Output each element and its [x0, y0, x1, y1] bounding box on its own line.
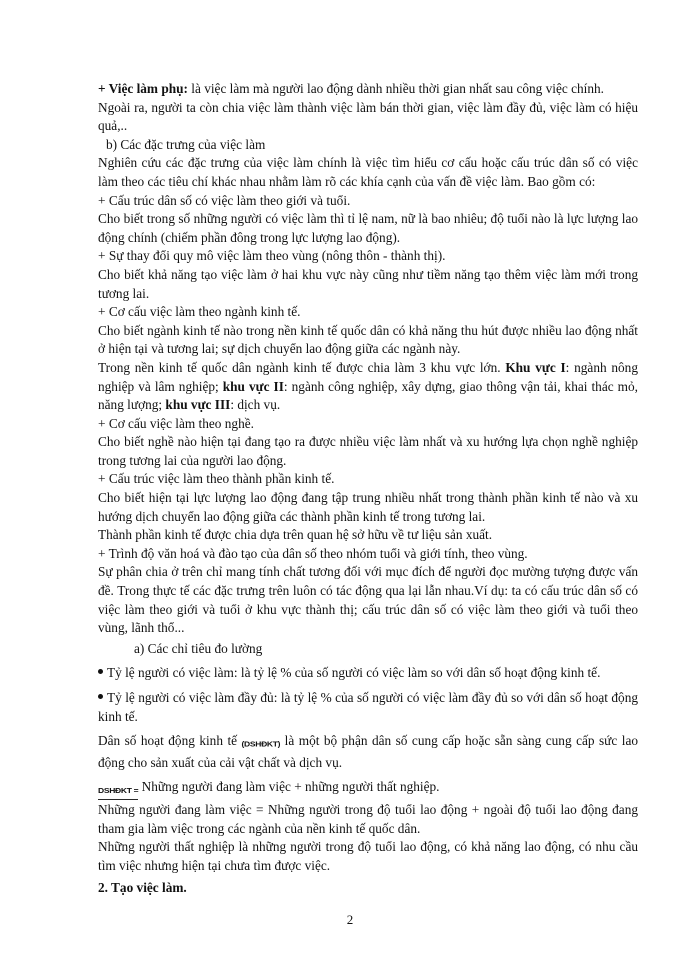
- bullet-icon: [98, 669, 103, 674]
- list-item: + Sự thay đổi quy mô việc làm theo vùng (nông thôn - thành thị).: [98, 248, 446, 264]
- term-khu-vuc-3: khu vực III: [165, 397, 231, 413]
- document-page: [98, 80, 638, 898]
- paragraph-khu-vuc: [98, 359, 638, 415]
- paragraph: Cho biết khả năng tạo việc làm ở hai khu vực này cũng như tiềm năng tạo thêm việc làm mới trong tương lai.: [98, 266, 638, 301]
- paragraph: Cho biết nghề nào hiện tại đang tạo ra được nhiều việc làm nhất và xu hướng lựa chọn nghề nghiệp trong tương lai của người lao động.: [98, 434, 638, 468]
- page-number: 2: [346, 912, 354, 927]
- paragraph: Cho biết ngành kinh tế nào trong nền kinh tế quốc dân có khả năng thu hút được nhiều lao động nhất ở hiện tại và tương lai; sự dịch chuyển lao động giữa các ngành này.: [98, 322, 638, 357]
- text: Tỷ lệ người có việc làm: là tỷ lệ % của số người có việc làm so với dân số hoạt động kinh tế.: [107, 665, 601, 681]
- term-khu-vuc-2: khu vực II: [222, 378, 284, 394]
- paragraph: Ngoài ra, người ta còn chia việc làm thành việc làm bán thời gian, việc làm đầy đủ, việc làm có hiệu quả,..: [98, 99, 638, 134]
- list-item: + Cấu trúc dân số có việc làm theo giới và tuổi.: [98, 192, 351, 208]
- section-heading-a: a) Các chỉ tiêu đo lường: [134, 640, 263, 656]
- text: : dịch vụ.: [230, 397, 281, 413]
- term-khu-vuc-1: Khu vực I: [505, 359, 566, 375]
- paragraph: Cho biết hiện tại lực lượng lao động đang tập trung nhiều nhất trong thành phần kinh tế nào và xu hướng dịch chuyển lao động giữa các thành phần kinh tế trong tương lai.: [98, 490, 638, 524]
- section-heading-2: 2. Tạo việc làm.: [98, 880, 187, 896]
- paragraph: Những người đang làm việc = Những người trong độ tuổi lao động + ngoài độ tuổi lao động đang tham gia làm việc trong các ngành của nền kinh tế quốc dân.: [98, 801, 638, 836]
- section-heading-b: b) Các đặc trưng của việc làm: [106, 136, 266, 152]
- text: Trong nền kinh tế quốc dân ngành kinh tế được chia làm 3 khu vực lớn.: [98, 359, 506, 375]
- paragraph-viec-lam-phu: [98, 80, 638, 99]
- paragraph: Sự phân chia ở trên chỉ mang tính chất tương đối với mục đích để người đọc mường tượng được vấn đề. Trong thực tế các đặc trưng trên luôn có tác động qua lại lẫn nhau.Ví dụ: ta có cấu trúc dân số có việc làm theo giới và tuổi ở khu vực thành thị; cấu trúc dân số có việc làm theo giới và tuổi theo vùng, lãnh thổ...: [98, 564, 638, 636]
- text: là việc làm mà người lao động dành nhiều thời gian nhất sau công việc chính.: [187, 81, 604, 96]
- text: là một bộ phận dân số cung cấp hoặc sẵn sàng cung cấp sức lao động cho sản xuất của cải vật chất và dịch vụ.: [98, 733, 638, 770]
- paragraph: Cho biết trong số những người có việc làm thì tỉ lệ nam, nữ là bao nhiêu; độ tuổi nào là lực lượng lao động chính (chiếm phần đông trong lực lượng lao động).: [98, 211, 638, 245]
- paragraph: Thành phần kinh tế được chia dựa trên quan hệ sở hữu về tư liệu sản xuất.: [98, 527, 493, 543]
- paragraph-dshdkt: [98, 732, 638, 772]
- dshdkt-equation-symbol: DSHĐKT =: [98, 782, 138, 800]
- list-item: + Trình độ văn hoá và đào tạo của dân số theo nhóm tuổi và giới tính, theo vùng.: [98, 545, 528, 561]
- text: Những người đang làm việc + những người thất nghiệp.: [138, 779, 440, 795]
- paragraph: Nghiên cứu các đặc trưng của việc làm chính là việc tìm hiểu cơ cấu hoặc cấu trúc dân số có việc làm theo các tiêu chí khác nhau nhằm làm rõ các khía cạnh của vấn đề việc làm. Bao gồm có:: [98, 155, 638, 189]
- text: Tỷ lệ người có việc làm đầy đủ: là tỷ lệ % của số người có việc làm đầy đủ so với dân số hoạt động kinh tế.: [98, 690, 638, 724]
- formula-dshdkt: [98, 778, 638, 801]
- list-item: + Cấu trúc việc làm theo thành phần kinh tế.: [98, 471, 335, 487]
- term-viec-lam-phu: + Việc làm phụ:: [98, 81, 188, 96]
- bullet-item: [98, 664, 638, 683]
- paragraph: Những người thất nghiệp là những người trong độ tuổi lao động, có khả năng lao động, có nhu cầu tìm việc nhưng hiện tại chưa tìm được việc.: [98, 839, 638, 873]
- text: : ngành nông nghiệp và lâm nghiệp;: [98, 359, 638, 394]
- text: Dân số hoạt động kinh tế: [98, 733, 242, 749]
- list-item: + Cơ cấu việc làm theo ngành kinh tế.: [98, 304, 301, 320]
- bullet-item: [98, 689, 638, 726]
- text: : ngành công nghiệp, xây dựng, giao thông vận tải, khai thác mỏ, năng lượng;: [98, 378, 638, 413]
- list-item: + Cơ cấu việc làm theo nghề.: [98, 415, 254, 431]
- dshdkt-symbol: (DSHĐKT): [241, 739, 281, 749]
- bullet-icon: [98, 694, 103, 699]
